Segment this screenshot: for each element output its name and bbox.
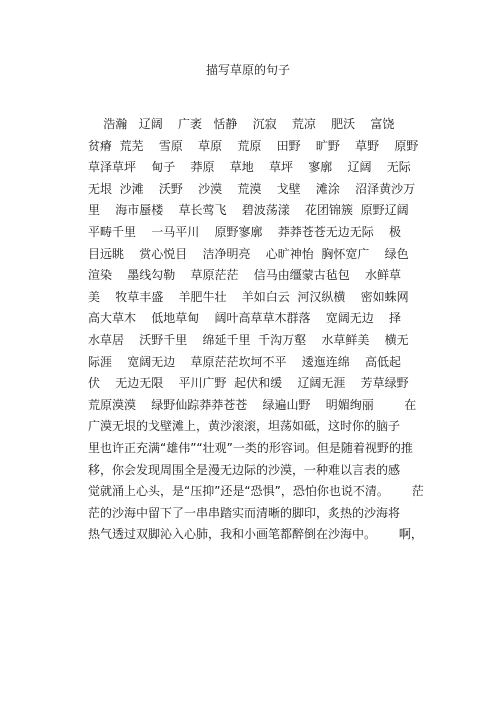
text-line: 里也许正充满“雄伟”“壮观”一类的形容词。但是随着视野的推 — [88, 440, 413, 455]
text-line: 觉就涌上心头，是“压抑”还是“恐惧”，恐怕你也说不清。 茫 — [88, 484, 424, 499]
text-line: 浩瀚 辽阔 广袤 恬静 沉寂 荒凉 肥沃 富饶 — [88, 117, 395, 131]
text-line: 茫的沙海中留下了一串串踏实而清晰的脚印，炙热的沙海将 — [88, 505, 401, 520]
text-line: 里 海市蜃楼 草长莺飞 碧波荡漾 花团锦簇 原野辽阔 — [88, 203, 409, 218]
text-line: 际涯 宽阔无边 草原茫茫坎坷不平 逶迤连绵 高低起 — [88, 354, 402, 369]
text-line: 广漠无垠的戈壁滩上，黄沙滚滚，坦荡如砥，这时你的脑子 — [88, 419, 401, 434]
document-title: 描写草原的句子 — [205, 63, 290, 77]
text-line: 平畴千里 一马平川 原野寥廓 莽莽苍苍无边无际 极 — [88, 224, 402, 239]
text-line: 伏 无边无限 平川广野 起伏和缓 辽阔无涯 芳草绿野 — [88, 376, 409, 391]
text-line: 渲染 墨线勾勒 草原茫茫 信马由缰蒙古毡包 水鲜草 — [88, 268, 402, 283]
text-line: 热气透过双脚沁入心肺，我和小画笔都醉倒在沙海中。 啊， — [88, 527, 423, 542]
text-line: 荒原漠漠 绿野仙踪莽莽苍苍 绿遍山野 明媚绚丽 在 — [88, 397, 417, 412]
document-body — [88, 114, 424, 546]
text-line: 水草居 沃野千里 绵延千里 千沟万壑 水草鲜美 横无 — [88, 332, 409, 347]
text-line: 移，你会发现周围全是漫无边际的沙漠，一种难以言表的感 — [88, 462, 401, 477]
text-line: 高大草木 低地草甸 阔叶高草草木群落 宽阔无边 择 — [88, 311, 402, 326]
text-line: 草泽草坪 甸子 莽原 草地 草坪 寥廓 辽阔 无际 — [88, 160, 411, 175]
text-line: 美 牧草丰盛 羊肥牛壮 羊如白云 河汉纵横 密如蛛网 — [88, 289, 409, 304]
text-line: 无垠 沙滩 沃野 沙漠 荒漠 戈壁 滩涂 沼泽黄沙万 — [88, 181, 416, 196]
text-line: 贫瘠 荒芜 雪原 草原 荒原 田野 旷野 草野 原野 — [88, 138, 419, 153]
text-line: 目远眺 赏心悦目 洁净明亮 心旷神怡 胸怀宽广 绿色 — [88, 246, 409, 261]
